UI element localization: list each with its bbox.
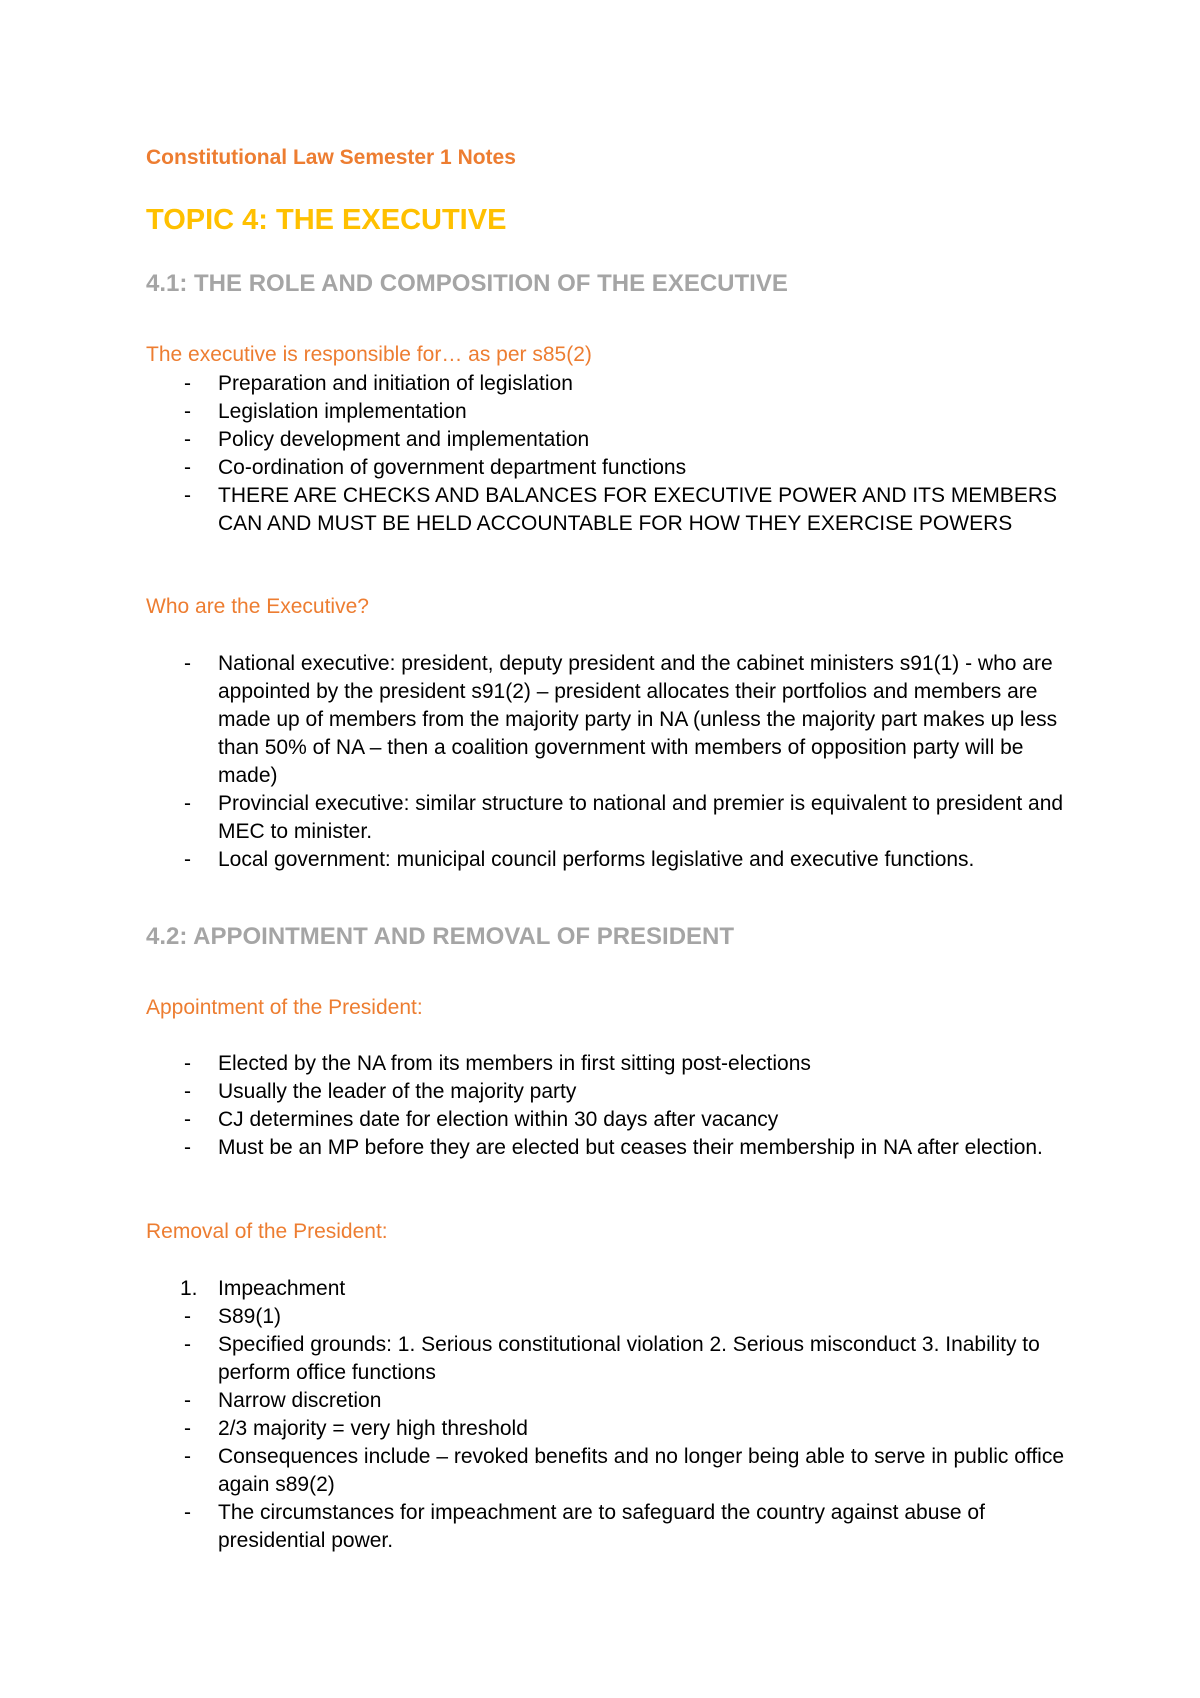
list-item-text: Policy development and implementation [218,428,590,451]
bullet-marker: - [184,428,191,451]
topic-heading: TOPIC 4: THE EXECUTIVE [146,204,507,236]
list-item [0,454,1065,482]
list-item [0,1387,1065,1415]
bullet-marker: - [184,1052,191,1075]
bullet-marker: - [184,1080,191,1103]
list-item-text: Provincial executive: similar structure to national and premier is equivalent to president and MEC to minister. [218,792,1064,843]
list-item [0,370,1065,398]
list-item-text: Specified grounds: 1. Serious constitutional violation 2. Serious misconduct 3. Inability to perform office functions [218,1333,1040,1384]
list-item-text: Legislation implementation [218,400,467,423]
list-item [0,846,1065,874]
list-item-text: 2/3 majority = very high threshold [218,1417,528,1440]
list-item [0,1134,1065,1162]
bullet-marker: - [184,372,191,395]
bullet-marker: - [184,456,191,479]
list-item [0,790,1065,846]
list-item [0,1106,1065,1134]
bullet-marker: - [184,1333,191,1356]
list-item-text: The circumstances for impeachment are to safeguard the country against abuse of presidential power. [218,1501,985,1552]
list-item-text: Narrow discretion [218,1389,382,1412]
list-item [0,426,1065,454]
list-item [0,482,1065,538]
bullet-marker: - [184,1417,191,1440]
list-item [0,1443,1065,1499]
list-item-text: CJ determines date for election within 30 days after vacancy [218,1108,779,1131]
responsibilities-list [0,370,1065,538]
removal-list [0,1275,1065,1555]
numbered-item [0,1275,1065,1303]
section-heading-4-1: 4.1: THE ROLE AND COMPOSITION OF THE EXECUTIVE [146,270,788,297]
list-item [0,1415,1065,1443]
bullet-marker: - [184,848,191,871]
bullet-marker: - [184,1136,191,1159]
list-item-text: Usually the leader of the majority party [218,1080,577,1103]
who-heading: Who are the Executive? [146,595,369,618]
list-item-text: Consequences include – revoked benefits and no longer being able to serve in public office again s89(2) [218,1445,1065,1496]
bullet-marker: - [184,484,191,507]
bullet-marker: - [184,1445,191,1468]
bullet-marker: - [184,792,191,815]
bullet-marker: - [184,1108,191,1131]
bullet-marker: - [184,1305,191,1328]
list-item-text: THERE ARE CHECKS AND BALANCES FOR EXECUTIVE POWER AND ITS MEMBERS CAN AND MUST BE HELD ACCOUNTABLE FOR HOW THEY EXERCISE POWERS [218,484,1057,535]
bullet-marker: - [184,400,191,423]
section-heading-4-2: 4.2: APPOINTMENT AND REMOVAL OF PRESIDENT [146,923,735,950]
list-item-text: Local government: municipal council performs legislative and executive functions. [218,848,975,871]
bullet-marker: - [184,1389,191,1412]
list-item [0,650,1065,790]
number-marker: 1. [180,1277,198,1300]
list-item-text: S89(1) [218,1305,282,1328]
bullet-marker: - [184,652,191,675]
list-item-text: Preparation and initiation of legislation [218,372,573,395]
list-item [0,1331,1065,1387]
list-item [0,1499,1065,1555]
list-item-text: Co-ordination of government department functions [218,456,687,479]
appointment-list [0,1050,1065,1162]
list-item [0,1050,1065,1078]
list-item [0,398,1065,426]
appointment-heading: Appointment of the President: [146,996,423,1019]
list-item [0,1078,1065,1106]
responsibilities-heading: The executive is responsible for… as per s85(2) [146,343,592,366]
removal-heading: Removal of the President: [146,1220,388,1243]
document-title: Constitutional Law Semester 1 Notes [146,146,516,169]
list-item-text: Must be an MP before they are elected but ceases their membership in NA after election. [218,1136,1043,1159]
list-item-text: National executive: president, deputy president and the cabinet ministers s91(1) - who are appointed by the president s91(2) – president allocates their portfolios and members are made up of members from the majority party in NA (unless the majority part makes up less than 50% of NA – then a coalition government with members of opposition party will be made) [218,652,1058,787]
who-list [0,650,1065,874]
list-item-text: Elected by the NA from its members in first sitting post-elections [218,1052,811,1075]
bullet-marker: - [184,1501,191,1524]
list-item [0,1303,1065,1331]
list-item-text: Impeachment [218,1277,346,1300]
